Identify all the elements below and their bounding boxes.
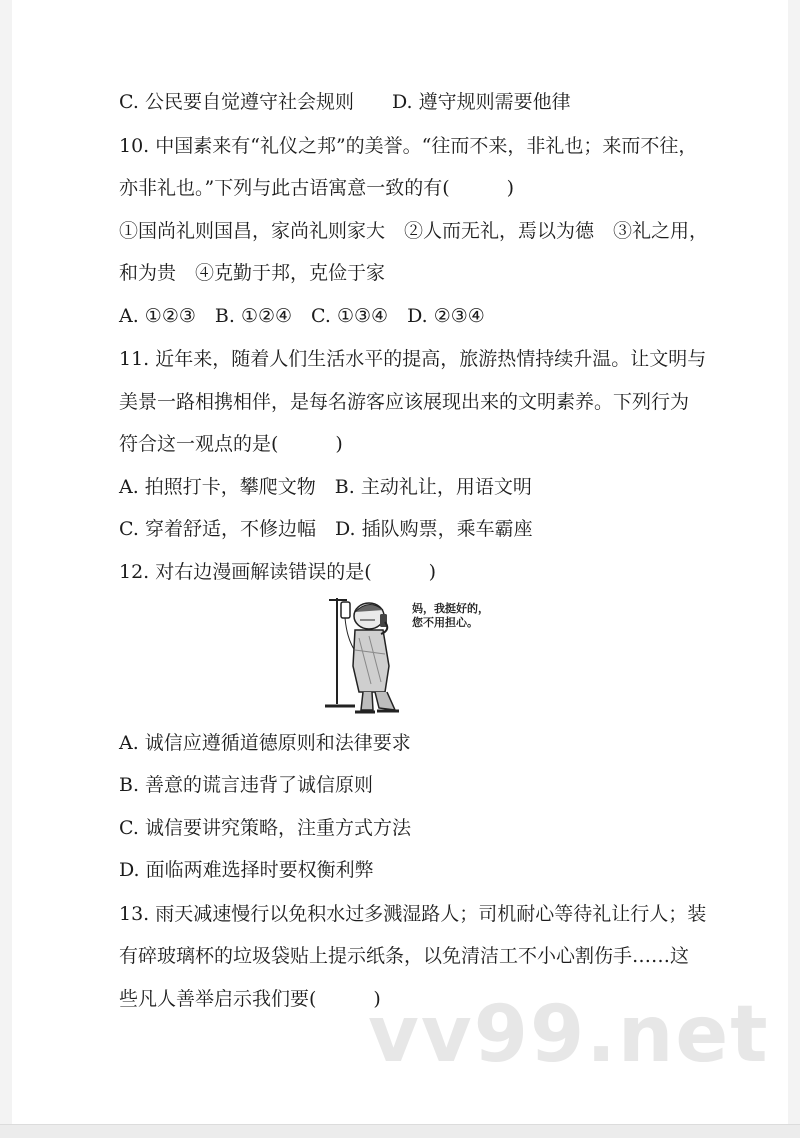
q11-stem-line1: 11. 近年来，随着人们生活水平的提高，旅游热情持续升温。让文明与 <box>119 348 707 370</box>
page-bottom-edge <box>0 1124 800 1138</box>
q12-option-c: C. 诚信要讲究策略，注重方式方法 <box>119 817 411 839</box>
q10-statements-line2: 和为贵 ④克勤于邦，克俭于家 <box>119 262 386 284</box>
watermark: vv99.net <box>368 990 770 1080</box>
speech-line-2: 您不用担心。 <box>412 616 478 629</box>
q12-stem: 12. 对右边漫画解读错误的是( ) <box>119 561 437 583</box>
speech-line-1: 妈，我挺好的， <box>412 602 489 615</box>
q12-option-d: D. 面临两难选择时要权衡利弊 <box>119 859 374 881</box>
q13-stem-line3: 些凡人善举启示我们要( ) <box>119 988 381 1010</box>
q10-statements-line1: ①国尚礼则国昌，家尚礼则家大 ②人而无礼，焉以为德 ③礼之用， <box>119 220 709 242</box>
q11-options-ab: A. 拍照打卡，攀爬文物 B. 主动礼让，用语文明 <box>119 476 532 498</box>
q10-stem-line1: 10. 中国素来有“礼仪之邦”的美誉。“往而不来，非礼也；来而不往， <box>119 135 698 157</box>
q13-stem-line1: 13. 雨天减速慢行以免积水过多溅湿路人；司机耐心等待礼让行人；装 <box>119 903 707 925</box>
q12-option-b: B. 善意的谎言违背了诚信原则 <box>119 774 374 796</box>
cartoon-patient-on-phone <box>325 594 515 718</box>
q11-stem-line2: 美景一路相携相伴，是每名游客应该展现出来的文明素养。下列行为 <box>119 391 690 413</box>
document-page <box>12 0 788 1124</box>
speech-bubble <box>412 602 512 630</box>
q11-stem-line3: 符合这一观点的是( ) <box>119 433 343 455</box>
q12-option-a: A. 诚信应遵循道德原则和法律要求 <box>119 732 411 754</box>
q13-stem-line2: 有碎玻璃杯的垃圾袋贴上提示纸条，以免清洁工不小心割伤手……这 <box>119 945 690 967</box>
q10-stem-line2: 亦非礼也。”下列与此古语寓意一致的有( ) <box>119 177 515 199</box>
q10-options: A. ①②③ B. ①②④ C. ①③④ D. ②③④ <box>119 305 485 327</box>
q11-options-cd: C. 穿着舒适，不修边幅 D. 插队购票，乘车霸座 <box>119 518 533 540</box>
q9-options-cd: C. 公民要自觉遵守社会规则 D. 遵守规则需要他律 <box>119 91 571 113</box>
